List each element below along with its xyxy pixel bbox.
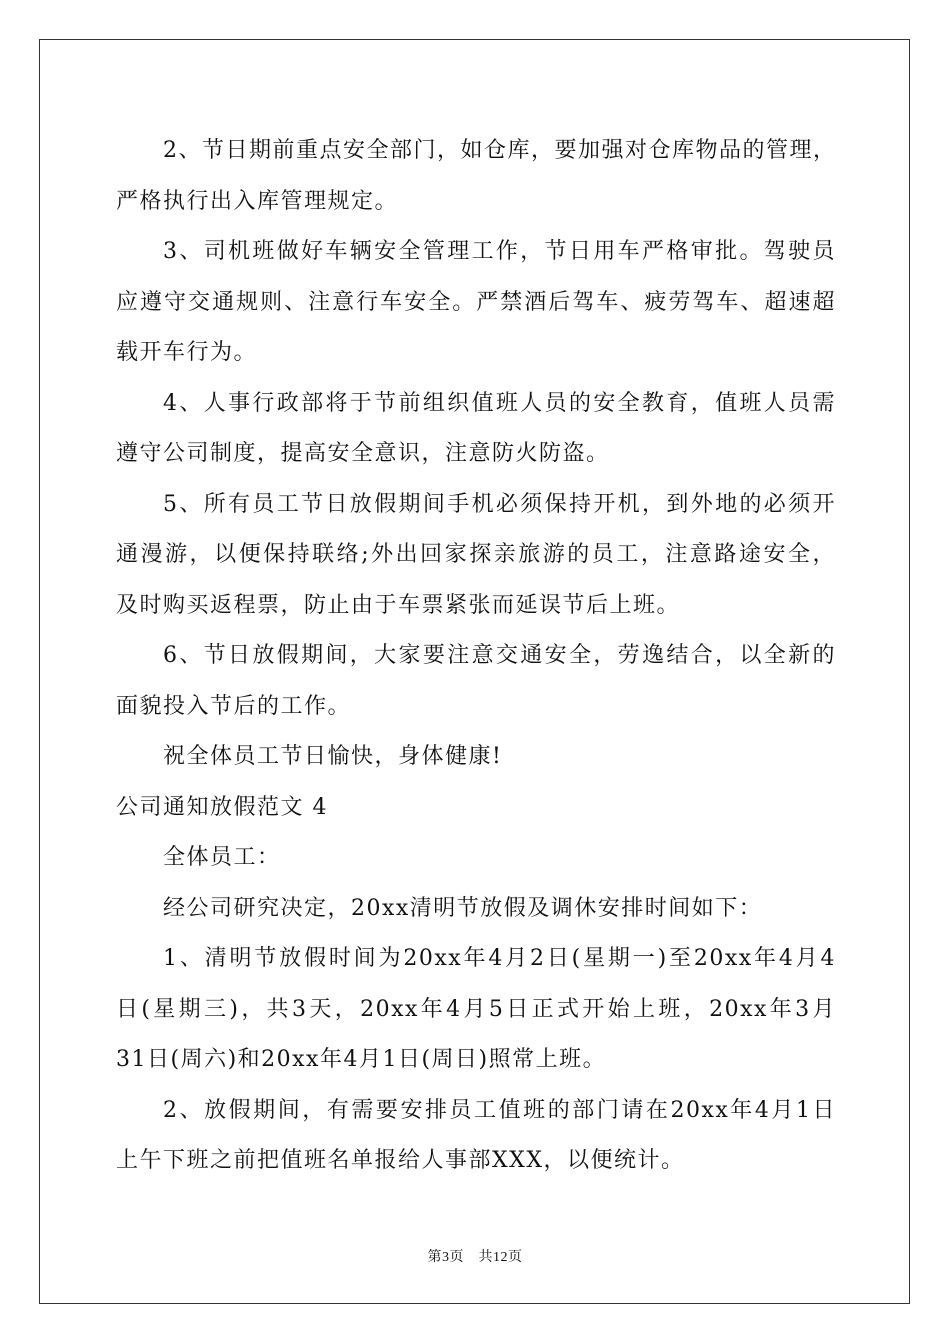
paragraph-line: 及时购买返程票，防止由于车票紧张而延误节后上班。 bbox=[116, 592, 681, 618]
section-heading: 公司通知放假范文 4 bbox=[116, 794, 328, 820]
paragraph-line: 通漫游，以便保持联络;外出回家探亲旅游的员工，注意路途安全， bbox=[116, 542, 836, 567]
paragraph-line: 31日(周六)和20xx年4月1日(周日)照常上班。 bbox=[116, 1047, 607, 1072]
paragraph-line: 面貌投入节后的工作。 bbox=[116, 693, 352, 719]
paragraph-line: 上午下班之前把值班名单报给人事部XXX，以便统计。 bbox=[116, 1148, 685, 1173]
salutation: 全体员工： bbox=[163, 845, 281, 870]
document-body bbox=[116, 126, 836, 1187]
paragraph-line: 日(星期三)，共3天，20xx年4月5日正式开始上班，20xx年3月 bbox=[116, 996, 836, 1022]
paragraph-line: 经公司研究决定，20xx清明节放假及调休安排时间如下： bbox=[163, 895, 763, 921]
paragraph-line: 4、人事行政部将于节前组织值班人员的安全教育，值班人员需 bbox=[163, 390, 836, 416]
paragraph-line: 5、所有员工节日放假期间手机必须保持开机，到外地的必须开 bbox=[163, 491, 836, 517]
paragraph-line: 3、司机班做好车辆安全管理工作，节日用车严格审批。驾驶员 bbox=[163, 239, 836, 264]
paragraph-line: 2、节日期前重点安全部门，如仓库，要加强对仓库物品的管理， bbox=[163, 138, 837, 163]
paragraph-line: 应遵守交通规则、注意行车安全。严禁酒后驾车、疲劳驾车、超速超 bbox=[116, 289, 836, 315]
paragraph-line: 载开车行为。 bbox=[116, 340, 258, 365]
paragraph-line: 2、放假期间，有需要安排员工值班的部门请在20xx年4月1日 bbox=[163, 1097, 836, 1123]
paragraph-line: 1、清明节放假时间为20xx年4月2日(星期一)至20xx年4月4 bbox=[163, 946, 836, 971]
paragraph-line: 6、节日放假期间，大家要注意交通安全，劳逸结合，以全新的 bbox=[163, 643, 836, 668]
page-number-footer: 第3页 共12页 bbox=[427, 1250, 523, 1265]
closing-line: 祝全体员工节日愉快，身体健康! bbox=[163, 744, 503, 769]
paragraph-line: 严格执行出入库管理规定。 bbox=[116, 188, 399, 214]
paragraph-line: 遵守公司制度，提高安全意识，注意防火防盗。 bbox=[116, 441, 610, 466]
